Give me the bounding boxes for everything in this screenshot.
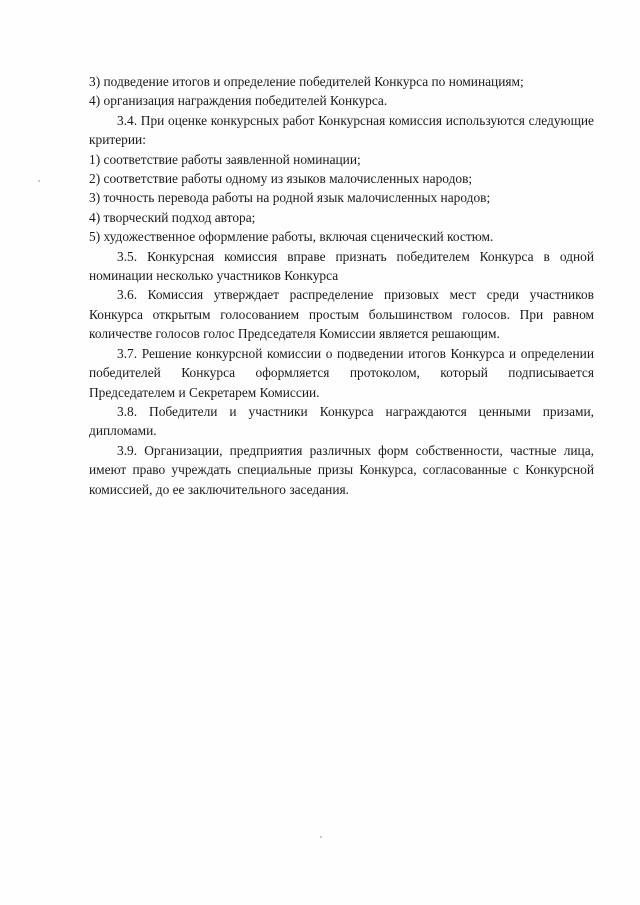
clause-3-7: 3.7. Решение конкурсной комиссии о подведении итогов Конкурса и определении победителей Конкурса оформляется протоколом, который подписывается Председателем и Секретарем Комиссии. — [89, 345, 594, 400]
criterion-3: 3) точность перевода работы на родной язык малочисленных народов; — [89, 190, 491, 206]
list-item-awarding: 4) организация награждения победителей Конкурса. — [89, 93, 388, 109]
document-body — [89, 72, 594, 499]
list-item-summing-up: 3) подведение итогов и определение победителей Конкурса по номинациям; — [89, 74, 524, 89]
clause-3-5: 3.5. Конкурсная комиссия вправе признать победителем Конкурса в одной номинации несколько участников Конкурса — [89, 248, 594, 284]
scan-speck — [38, 180, 40, 182]
criterion-4: 4) творческий подход автора; — [89, 209, 256, 225]
criterion-1: 1) соответствие работы заявленной номинации; — [89, 151, 361, 167]
criterion-5: 5) художественное оформление работы, включая сценический костюм. — [89, 229, 494, 245]
scan-speck — [320, 836, 322, 838]
clause-3-9: 3.9. Организации, предприятия различных форм собственности, частные лица, имеют право учреждать специальные призы Конкурса, согласованные с Конкурсной комиссией, до ее заключительного заседания. — [89, 442, 594, 497]
clause-3-6: 3.6. Комиссия утверждает распределение призовых мест среди участников Конкурса открытым голосованием простым большинством голосов. При равном количестве голосов голос Председателя Комиссии является решающим. — [89, 287, 594, 342]
clause-3-8: 3.8. Победители и участники Конкурса награждаются ценными призами, дипломами. — [89, 403, 594, 439]
clause-3-4: 3.4. При оценке конкурсных работ Конкурсная комиссия используются следующие критерии: — [89, 112, 594, 148]
criterion-2: 2) соответствие работы одному из языков малочисленных народов; — [89, 171, 473, 187]
